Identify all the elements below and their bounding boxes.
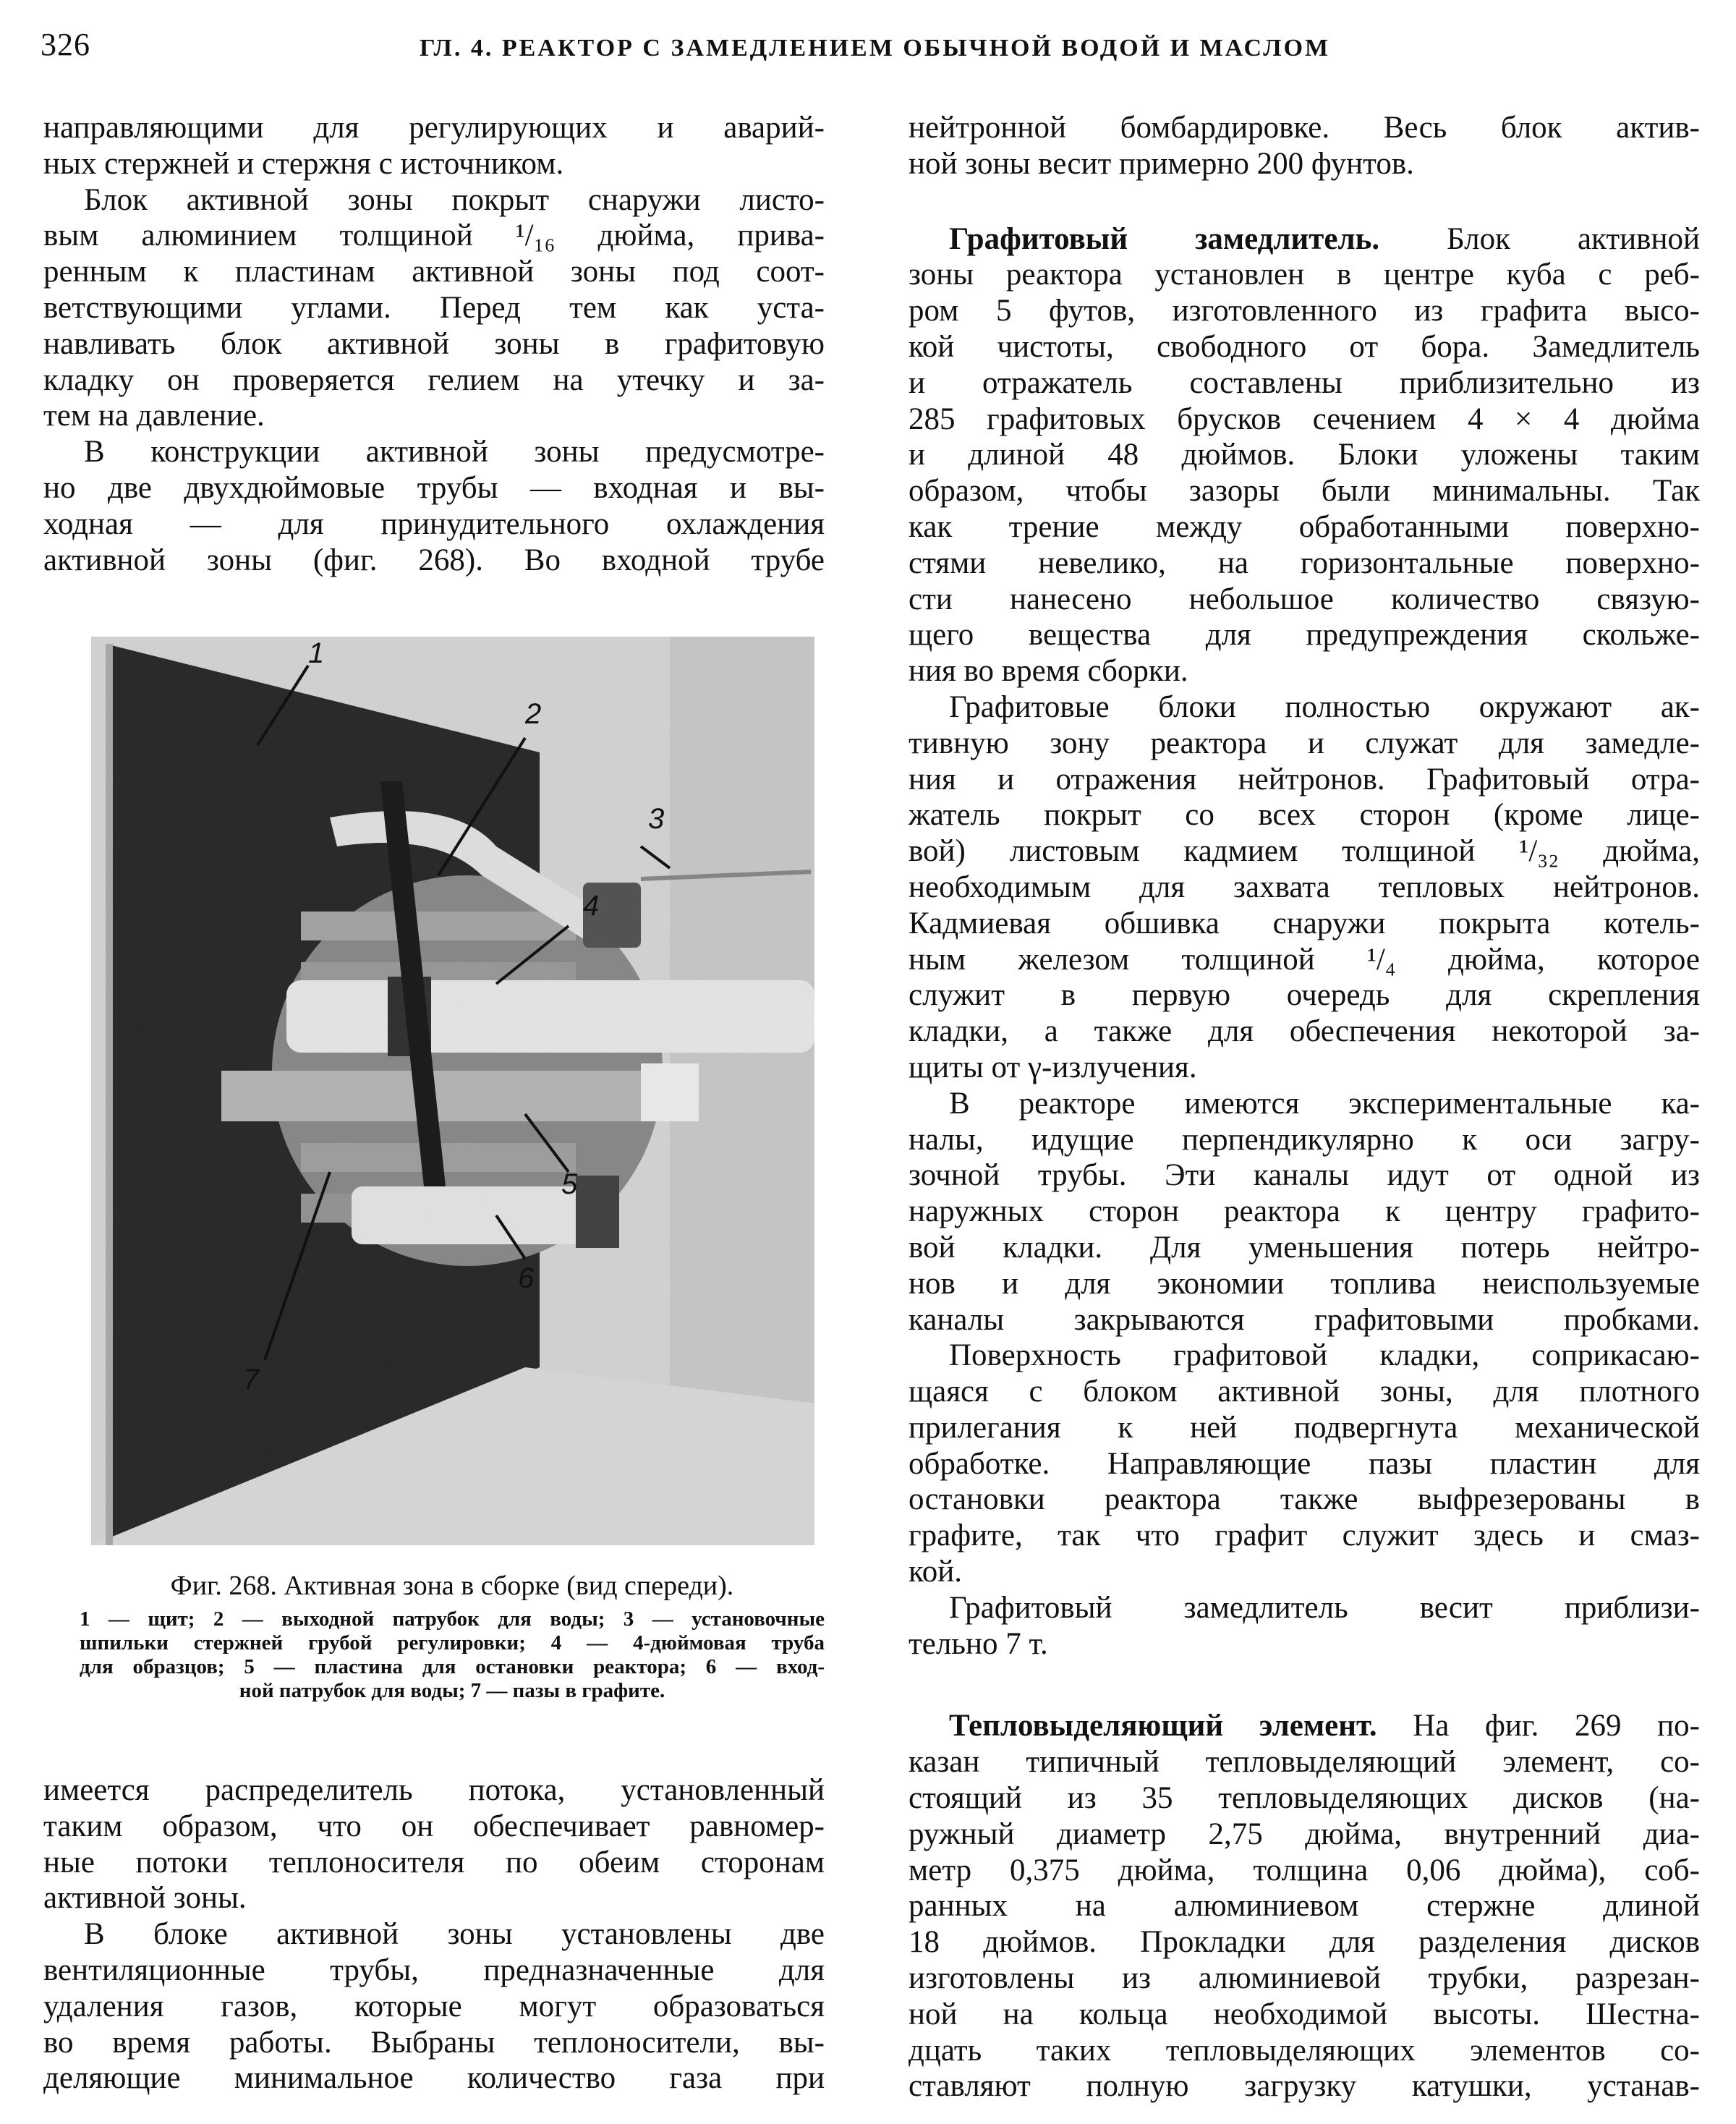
figure-label-1: 1: [308, 637, 325, 669]
text-line: вым алюминием толщиной ¹/₁₆ дюйма, прива-: [43, 218, 825, 253]
text-line: дцать таких тепловыделяющих элементов со-: [909, 2033, 1700, 2068]
text-line: Графитовый замедлитель. Блок активной: [949, 221, 1700, 256]
text-line: образом, чтобы зазоры были минимальны. Так: [909, 474, 1700, 509]
text-line: Тепловыделяющий элемент. На фиг. 269 по-: [949, 1709, 1700, 1743]
text-line: щаяся с блоком активной зоны, для плотного: [909, 1375, 1700, 1409]
figure-label-3: 3: [648, 803, 665, 835]
text-line: и отражатель составлены приблизительно из: [909, 365, 1700, 400]
left-column-top: [43, 110, 825, 578]
text-line: нов и для экономии топлива неиспользуемые: [909, 1266, 1700, 1301]
text-line: необходимым для захвата тепловых нейтронов.: [909, 870, 1700, 904]
text-line: деляющие минимальное количество газа при: [43, 2061, 825, 2096]
text-line: как трение между обработанными поверхно-: [909, 509, 1700, 544]
text-line: прилегания к ней подвергнута механической: [909, 1410, 1700, 1445]
reactor-core-photo: [91, 637, 814, 1545]
text-line: налы, идущие перпендикулярно к оси загру-: [909, 1122, 1700, 1157]
figure-label-7: 7: [243, 1364, 260, 1396]
figure-caption-title: Фиг. 268. Активная зона в сборке (вид спереди).: [170, 1571, 734, 1601]
text-line: изготовлены из алюминиевой трубки, разрезан-: [909, 1961, 1700, 1996]
text-line: Поверхность графитовой кладки, соприкасаю-: [949, 1338, 1700, 1373]
text-line: стями невелико, на горизонтальные поверхно-: [909, 545, 1700, 580]
section-heading: Графитовый замедлитель.: [949, 221, 1380, 256]
text-line: ной зоны весит примерно 200 фунтов.: [909, 146, 1414, 181]
left-column-bottom: [43, 1772, 825, 2097]
text-line: графите, так что графит служит здесь и смаз-: [909, 1518, 1700, 1553]
text-line: активной зоны (фиг. 268). Во входной трубе: [43, 543, 825, 577]
text-line: активной зоны.: [43, 1881, 247, 1916]
caption-line: шпильки стержней грубой регулировки; 4 — 4-дюймовая труба: [80, 1631, 825, 1654]
text-line: тивную зону реактора и служат для замедле-: [909, 726, 1700, 760]
graphite-moderator-section: [909, 221, 1700, 1662]
text-line: но две двухдюймовые трубы — входная и вы-: [43, 470, 825, 505]
fuel-element-section: [909, 1708, 1700, 2104]
text-line: Кадмиевая обшивка снаружи покрыта котель-: [909, 906, 1700, 940]
sample-tube: [286, 980, 814, 1053]
text-line: удаления газов, которые могут образоваться: [43, 1989, 825, 2023]
text-line: вой) листовым кадмием толщиной ¹/₃₂ дюйма,: [909, 834, 1700, 869]
text-line: направляющими для регулирующих и аварий-: [43, 111, 825, 145]
text-line: ром 5 футов, изготовленного из графита высо-: [909, 294, 1700, 328]
text-line: во время работы. Выбраны теплоносители, вы-: [43, 2025, 825, 2060]
text-line: ной на кольца необходимой высоты. Шестна-: [909, 1997, 1700, 2031]
text-line: жатель покрыт со всех сторон (кроме лице-: [909, 798, 1700, 833]
figure-label-2: 2: [525, 698, 542, 730]
text-line: В реакторе имеются экспериментальные ка-: [949, 1086, 1700, 1121]
text-line: Графитовый замедлитель весит приблизи-: [949, 1590, 1700, 1625]
text-line: ранных на алюминиевом стержне длиной: [909, 1889, 1700, 1924]
text-line: В блоке активной зоны установлены две: [84, 1917, 825, 1952]
page-number: 326: [41, 27, 90, 62]
text-line: и длиной 48 дюймов. Блоки уложены таким: [909, 438, 1700, 472]
text-line: кой.: [909, 1555, 962, 1589]
text-line: вой кладки. Для уменьшения потерь нейтро-: [909, 1230, 1700, 1265]
text-line: метр 0,375 дюйма, толщина 0,06 дюйма), соб-: [909, 1853, 1700, 1887]
text-line: щего вещества для предупреждения скольже-: [909, 618, 1700, 653]
text-line: ные потоки теплоносителя по обеим сторонам: [43, 1845, 825, 1879]
text-line: каналы закрываются графитовыми пробками.: [909, 1302, 1700, 1337]
text-line: кой чистоты, свободного от бора. Замедлитель: [909, 329, 1700, 364]
intro-paragraph: [909, 110, 1700, 182]
text-line: 18 дюймов. Прокладки для разделения дисков: [909, 1925, 1700, 1960]
text-line: нейтронной бомбардировке. Весь блок актив-: [909, 111, 1700, 145]
right-column: [909, 110, 1700, 2104]
text-line: Блок активной зоны покрыт снаружи листо-: [84, 182, 825, 217]
text-line: обработке. Направляющие пазы пластин для: [909, 1446, 1700, 1481]
text-line: щиты от γ-излучения.: [909, 1050, 1197, 1084]
text-line: навливать блок активной зоны в графитовую: [43, 326, 825, 361]
text-line: служит в первую очередь для скрепления: [909, 978, 1700, 1013]
text-line: 285 графитовых брусков сечением 4 × 4 дюйма: [909, 402, 1700, 436]
text-line: Графитовые блоки полностью окружают ак-: [949, 689, 1700, 724]
text-line: ния и отражения нейтронов. Графитовый отра-: [909, 762, 1700, 796]
text-line: тем на давление.: [43, 399, 265, 433]
text-line: кладку он проверяется гелием на утечку и за-: [43, 362, 825, 397]
text-line: стоящий из 35 тепловыделяющих дисков (на-: [909, 1781, 1700, 1816]
caption-line: ной патрубок для воды; 7 — пазы в графите.: [239, 1679, 665, 1702]
text-line: сти нанесено небольшое количество связую-: [909, 582, 1700, 616]
text-line: казан типичный тепловыделяющий элемент, со-: [909, 1745, 1700, 1780]
text-line: ренным к пластинам активной зоны под соот-: [43, 255, 825, 289]
scram-plate: [221, 1071, 692, 1121]
text-line: ходная — для принудительного охлаждения: [43, 506, 825, 541]
text-line: ных стержней и стержня с источником.: [43, 146, 564, 181]
text-line: ружный диаметр 2,75 дюйма, внутренний диа-: [909, 1817, 1700, 1851]
text-line: ставляют полную загрузку катушки, устанав-: [909, 2069, 1700, 2104]
text-line: кладки, а также для обеспечения некоторой за-: [909, 1014, 1700, 1049]
figure-268: [91, 637, 814, 1545]
section-heading: Тепловыделяющий элемент.: [949, 1709, 1377, 1743]
text-line: зоны реактора установлен в центре куба с реб-: [909, 258, 1700, 292]
figure-caption-legend: [80, 1607, 825, 1703]
text-line: В конструкции активной зоны предусмотре-: [84, 435, 825, 470]
text-line: таким образом, что он обеспечивает равномер-: [43, 1809, 825, 1843]
text-line: зочной трубы. Эти каналы идут от одной из: [909, 1158, 1700, 1193]
inlet-pipe: [352, 1186, 590, 1244]
caption-line: 1 — щит; 2 — выходной патрубок для воды; 3 — установочные: [80, 1607, 825, 1631]
running-title: ГЛ. 4. РЕАКТОР С ЗАМЕДЛЕНИЕМ ОБЫЧНОЙ ВОДОЙ И МАСЛОМ: [420, 35, 1331, 61]
text-line: вентиляционные трубы, предназначенные для: [43, 1953, 825, 1987]
figure-label-4: 4: [583, 890, 600, 922]
figure-label-6: 6: [518, 1262, 535, 1294]
text-line: ветствующими углами. Перед тем как уста-: [43, 290, 825, 325]
text-line: наружных сторон реактора к центру графито-: [909, 1194, 1700, 1229]
text-line: ния во время сборки.: [909, 654, 1188, 689]
text-line: имеется распределитель потока, установленный: [43, 1773, 825, 1807]
text-line: тельно 7 т.: [909, 1626, 1048, 1661]
text-line: ным железом толщиной ¹/₄ дюйма, которое: [909, 942, 1700, 977]
caption-line: для образцов; 5 — пластина для остановки реактора; 6 — вход-: [80, 1655, 825, 1678]
text-line: остановки реактора также выфрезерованы в: [909, 1482, 1700, 1517]
figure-label-5: 5: [561, 1168, 578, 1200]
